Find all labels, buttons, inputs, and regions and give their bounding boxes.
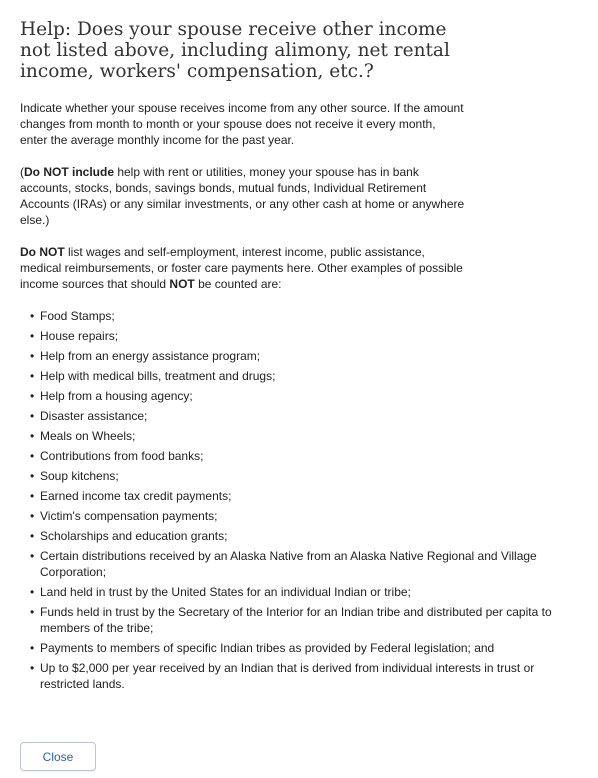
list-item — [20, 348, 580, 364]
list-item-text: Victim's compensation payments; — [40, 509, 218, 523]
bullet-icon: • — [30, 585, 35, 599]
list-item-text: Contributions from food banks; — [40, 449, 204, 463]
bullet-icon: • — [30, 409, 35, 423]
list-item-text: Food Stamps; — [40, 309, 115, 323]
list-item — [20, 640, 580, 656]
list-item — [20, 368, 580, 384]
bullet-icon: • — [30, 349, 35, 363]
list-item — [20, 584, 580, 600]
list-item — [20, 548, 580, 580]
close-button[interactable]: Close — [20, 742, 96, 771]
not-counted-text-2: be counted are: — [194, 277, 282, 291]
not-counted-emphasis-2: NOT — [169, 277, 195, 291]
bullet-icon: • — [30, 429, 35, 443]
exclusions-open-paren: ( — [20, 165, 24, 179]
list-item — [20, 488, 580, 504]
list-item — [20, 604, 580, 636]
list-item-text: Help from an energy assistance program; — [40, 349, 261, 363]
list-item — [20, 660, 580, 692]
not-counted-emphasis-1: Do NOT — [20, 245, 65, 259]
list-item — [20, 508, 580, 524]
bullet-icon: • — [30, 389, 35, 403]
list-item-text: Help from a housing agency; — [40, 389, 193, 403]
list-item-text: Funds held in trust by the Secretary of the Interior for an Indian tribe and distributed per capita to members of the tribe; — [40, 605, 552, 635]
list-item-text: Certain distributions received by an Alaska Native from an Alaska Native Regional and Village Corporation; — [40, 549, 537, 579]
list-item — [20, 408, 580, 424]
instructions-paragraph: Indicate whether your spouse receives income from any other source. If the amount changes from month to month or your spouse does not receive it every month, enter the average monthly income for the past year. — [20, 101, 464, 147]
list-item — [20, 328, 580, 344]
list-item-text: Earned income tax credit payments; — [40, 489, 232, 503]
exclusions-text: help with rent or utilities, money your spouse has in bank accounts, stocks, bonds, savings bonds, mutual funds, Individual Retirement Accounts (IRAs) or any similar investments, or any other cash at home or anywhere else.) — [20, 165, 465, 227]
bullet-icon: • — [30, 605, 35, 619]
list-item-text: Soup kitchens; — [40, 469, 119, 483]
not-counted-text-1: list wages and self-employment, interest income, public assistance, medical reimbursements, or foster care payments here. Other examples of possible income sources that should — [20, 245, 463, 291]
bullet-icon: • — [30, 549, 35, 563]
list-item — [20, 308, 580, 324]
list-item-text: Meals on Wheels; — [40, 429, 136, 443]
list-item-text: Up to $2,000 per year received by an Indian that is derived from individual interests in trust or restricted lands. — [40, 661, 535, 691]
bullet-icon: • — [30, 529, 35, 543]
list-item — [20, 528, 580, 544]
bullet-icon: • — [30, 369, 35, 383]
bullet-icon: • — [30, 509, 35, 523]
bullet-icon: • — [30, 489, 35, 503]
bullet-icon: • — [30, 329, 35, 343]
bullet-icon: • — [30, 661, 35, 675]
help-title: Help: Does your spouse receive other income not listed above, including alimony, net rental income, workers' compensation, etc.? — [20, 19, 450, 82]
exclusions-emphasis: Do NOT include — [24, 165, 114, 179]
list-item — [20, 388, 580, 404]
list-item — [20, 448, 580, 464]
list-item-text: Help with medical bills, treatment and drugs; — [40, 369, 276, 383]
bullet-icon: • — [30, 449, 35, 463]
list-item — [20, 428, 580, 444]
income-sources-list — [20, 308, 580, 692]
bullet-icon: • — [30, 641, 35, 655]
exclusions-paragraph — [20, 164, 465, 228]
list-item-text: Disaster assistance; — [40, 409, 148, 423]
list-item-text: Payments to members of specific Indian tribes as provided by Federal legislation; and — [40, 641, 495, 655]
help-panel — [20, 0, 590, 696]
not-counted-paragraph — [20, 244, 465, 292]
list-item — [20, 468, 580, 484]
bullet-icon: • — [30, 309, 35, 323]
list-item-text: Scholarships and education grants; — [40, 529, 228, 543]
list-item-text: Land held in trust by the United States for an individual Indian or tribe; — [40, 585, 411, 599]
bullet-icon: • — [30, 469, 35, 483]
list-item-text: House repairs; — [40, 329, 119, 343]
